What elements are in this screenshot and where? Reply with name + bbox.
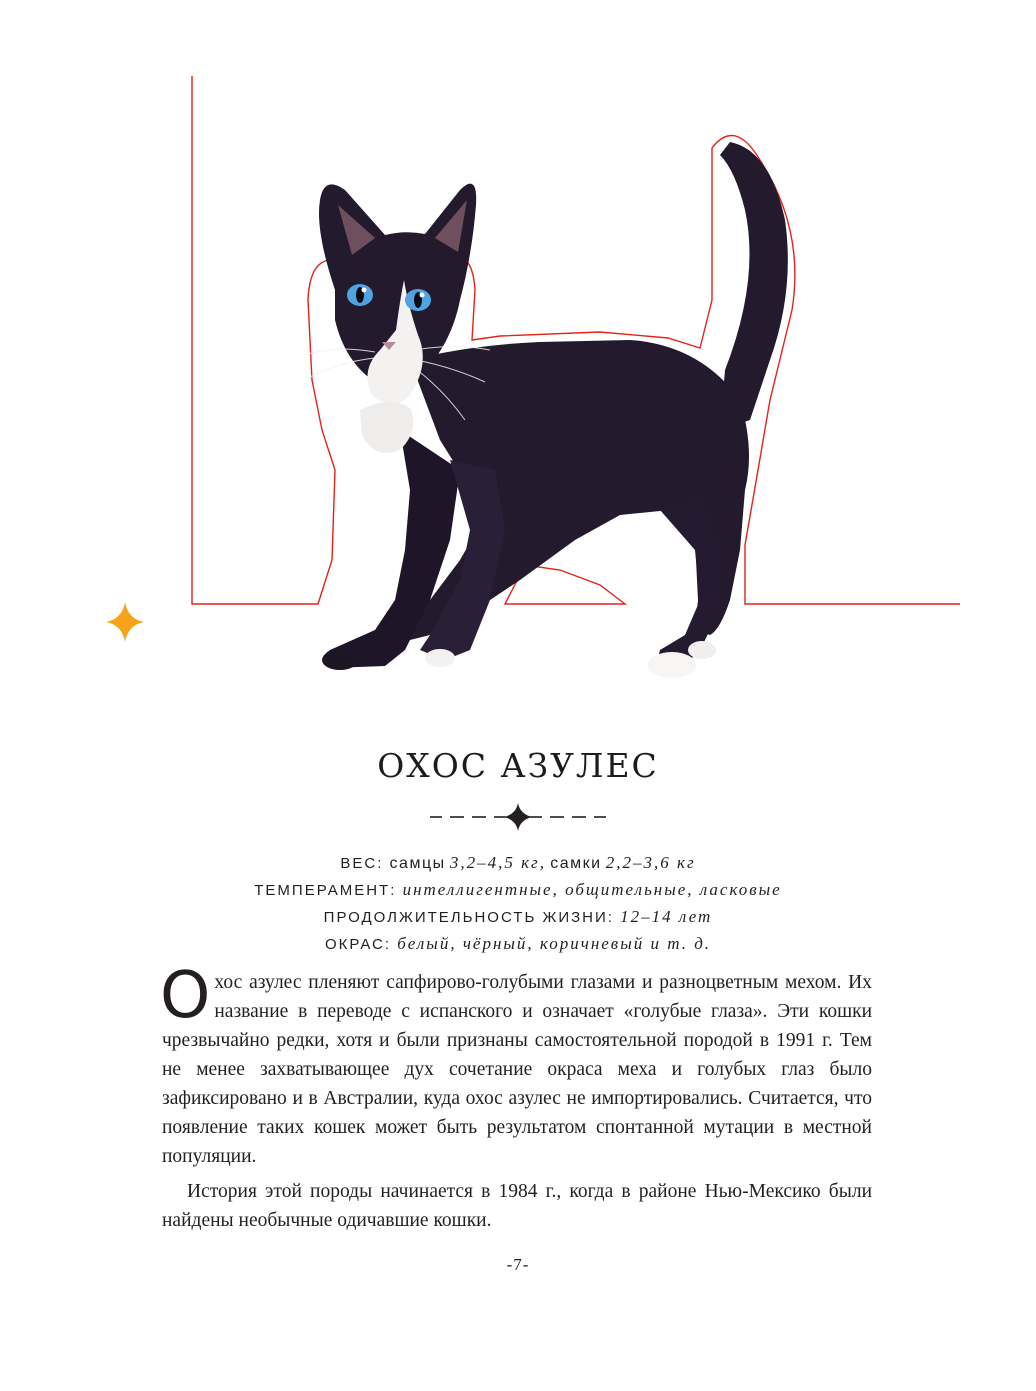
color-label: ОКРАС xyxy=(324,936,385,953)
page-title: ОХОС АЗУЛЕС xyxy=(377,746,659,786)
ornament-divider xyxy=(428,800,608,834)
paragraph-2: История этой породы начинается в 1984 г., когда в районе Нью-Мексико были найдены необычные одичавшие кошки. xyxy=(162,1181,872,1231)
breed-facts xyxy=(0,850,1036,958)
males-value: 3,2–4,5 кг, xyxy=(449,853,546,872)
temperament-label: ТЕМПЕРАМЕНТ xyxy=(254,882,391,899)
facts-color-row: ОКРАС: белый, чёрный, коричневый и т. д. xyxy=(324,934,712,953)
facts-lifespan-row: ПРОДОЛЖИТЕЛЬНОСТЬ ЖИЗНИ: 12–14 лет xyxy=(323,907,713,926)
weight-label: ВЕС xyxy=(340,855,378,872)
facts-weight-row: ВЕС: самцы 3,2–4,5 кг, самки 2,2–3,6 кг xyxy=(340,853,696,872)
color-value: белый, чёрный, коричневый и т. д. xyxy=(397,934,712,953)
males-label: самцы xyxy=(389,855,446,872)
page-number: -7- xyxy=(506,1255,530,1274)
lifespan-value: 12–14 лет xyxy=(620,907,713,926)
females-value: 2,2–3,6 кг xyxy=(605,853,696,872)
drop-cap: О xyxy=(160,959,211,1033)
article-body xyxy=(160,959,872,1235)
star-icon xyxy=(106,602,144,642)
paragraph-1 xyxy=(160,959,872,1171)
cat-photo xyxy=(300,130,820,690)
temperament-value: интеллигентные, общительные, ласковые xyxy=(402,880,782,899)
paragraph-1-text: хос азулес пленяют сапфирово-голубыми глазами и разноцветным мехом. Их название в переводе с испанского и означает «голубые глаза». Эти кошки чрезвычайно редки, хотя и были признаны самостоятельной породой в 1991 г. Тем не менее захватывающее дух сочетание окраса меха и голубых глаз было зафиксировано и в Австралии, куда охос азулес не импортировались. Считается, что появление таких кошек может быть результатом спонтанной мутации в местной популяции. xyxy=(162,972,872,1167)
lifespan-label: ПРОДОЛЖИТЕЛЬНОСТЬ ЖИЗНИ xyxy=(323,909,608,926)
facts-temperament-row: ТЕМПЕРАМЕНТ: интеллигентные, общительные, ласковые xyxy=(254,880,782,899)
females-label: самки xyxy=(550,855,602,872)
